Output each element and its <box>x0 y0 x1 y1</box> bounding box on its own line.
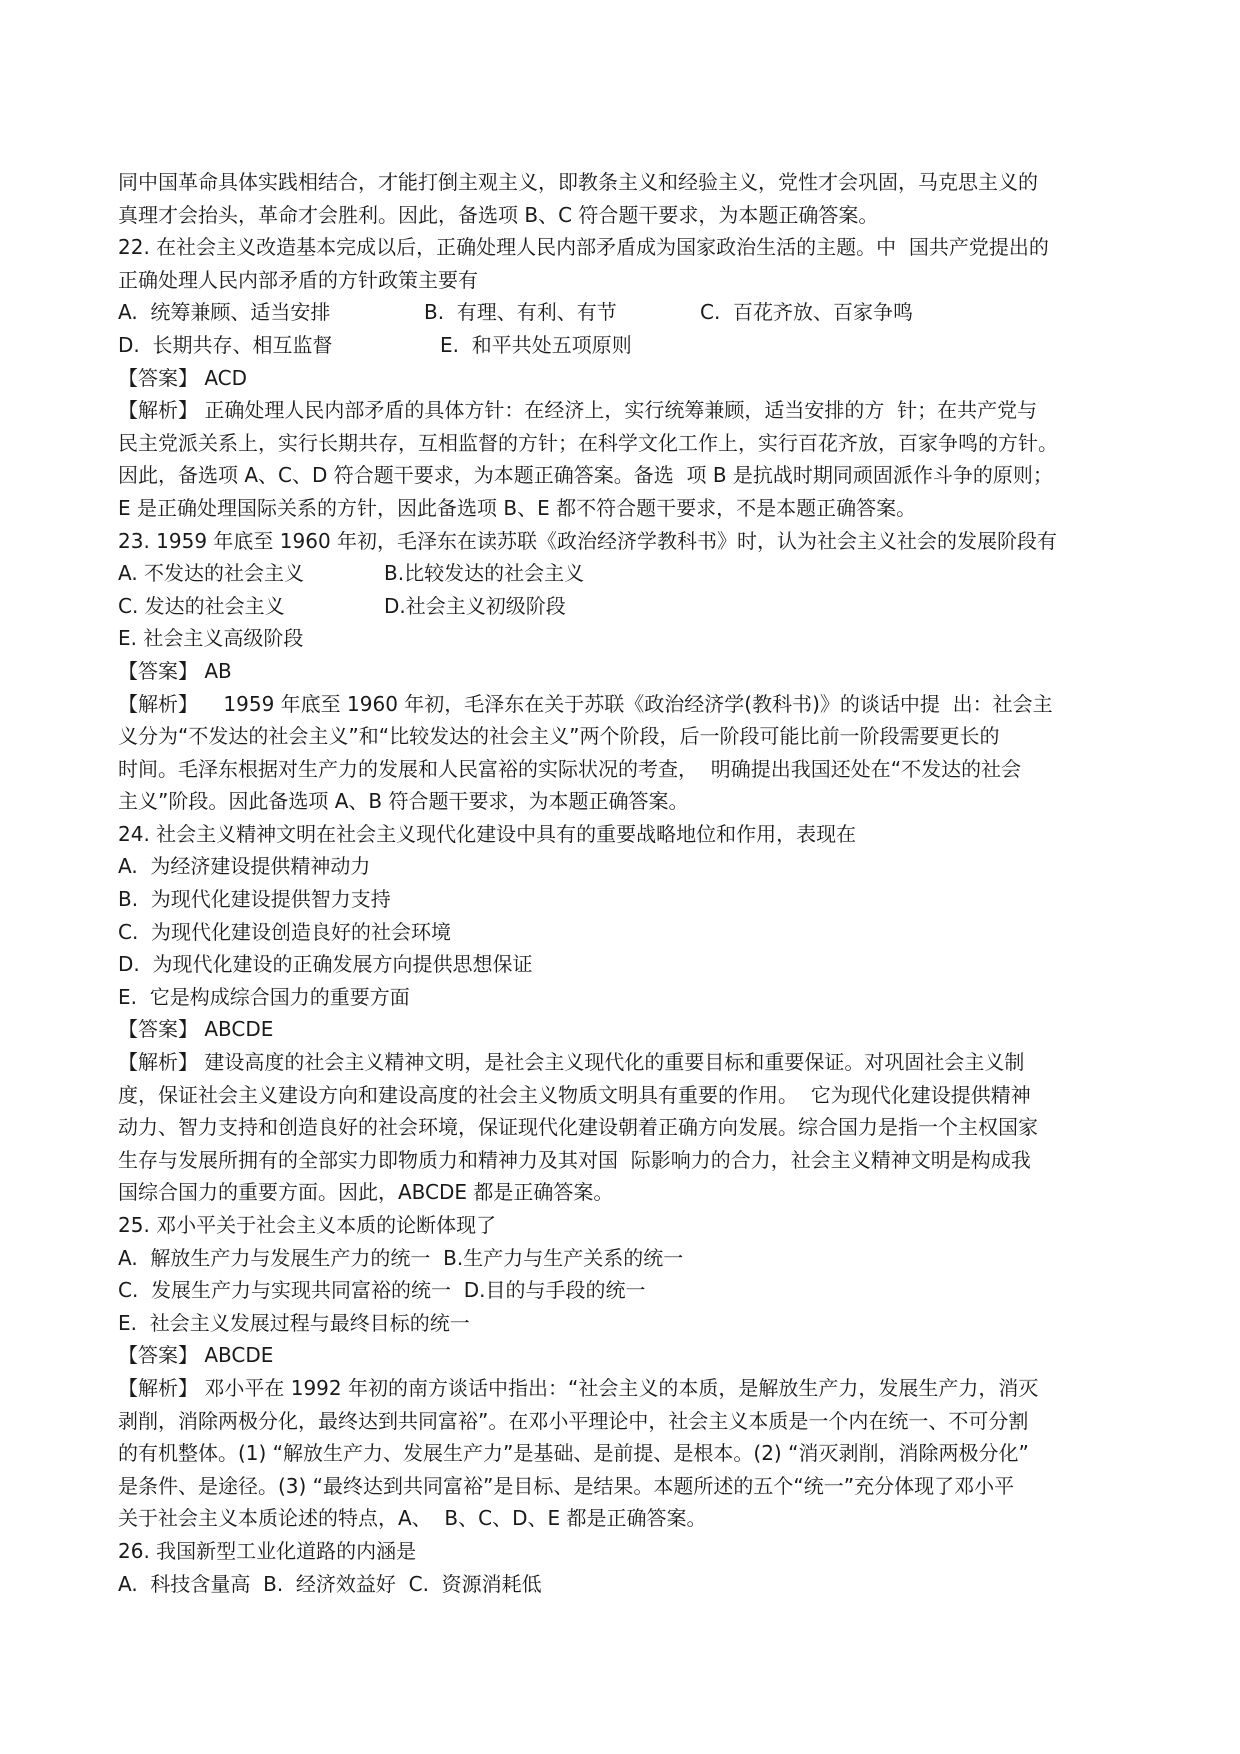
explanation-line: 【解析】 1959 年底至 1960 年初，毛泽东在关于苏联《政治经济学(教科书)》的谈话中提 出：社会主 <box>118 691 1053 716</box>
explanation-line: 关于社会主义本质论述的特点，A、 B、C、D、E 都是正确答案。 <box>118 1506 707 1531</box>
option-row <box>118 557 1128 590</box>
explanation-line: 动力、智力支持和创造良好的社会环境，保证现代化建设朝着正确方向发展。综合国力是指一个主权国家 <box>118 1115 1038 1140</box>
option-row <box>118 590 1128 623</box>
option-a: A. 为经济建设提供精神动力 <box>118 854 371 879</box>
explanation-line: 生存与发展所拥有的全部实力即物质力和精神力及其对国 际影响力的合力，社会主义精神文明是构成我 <box>118 1147 1031 1172</box>
explanation-line: 【解析】 邓小平在 1992 年初的南方谈话中指出：“社会主义的本质，是解放生产力，发展生产力，消灭 <box>118 1375 1039 1400</box>
document-body <box>118 166 1128 1600</box>
explanation-line: 民主党派关系上，实行长期共存，互相监督的方针；在科学文化工作上，实行百花齐放，百家争鸣的方针。 <box>118 430 1058 455</box>
option-e: E. 它是构成综合国力的重要方面 <box>118 984 410 1009</box>
explanation-line: 度，保证社会主义建设方向和建设高度的社会主义物质文明具有重要的作用。 它为现代化建设提供精神 <box>118 1082 1031 1107</box>
question-24 <box>118 818 1128 1209</box>
explanation-line: 因此，备选项 A、C、D 符合题干要求，为本题正确答案。备选 项 B 是抗战时期同顽固派作斗争的原则； <box>118 463 1053 488</box>
option-d: D. 长期共存、相互监督 <box>118 332 333 357</box>
question-stem: 25. 邓小平关于社会主义本质的论断体现了 <box>118 1213 497 1237</box>
explanation-line: 义分为“不发达的社会主义”和“比较发达的社会主义”两个阶段，后一阶段可能比前一阶段需要更长的 <box>118 724 1000 749</box>
option-row-cd: C. 发展生产力与实现共同富裕的统一 D.目的与手段的统一 <box>118 1278 646 1303</box>
question-22 <box>118 231 1128 524</box>
explanation-line: 【解析】 正确处理人民内部矛盾的具体方针：在经济上，实行统筹兼顾，适当安排的方 针；在共产党与 <box>118 398 1038 423</box>
option-b: B. 有理、有利、有节 <box>424 300 617 325</box>
question-23 <box>118 525 1128 818</box>
answer-line: 【答案】 ABCDE <box>118 1343 274 1368</box>
option-b: B.比较发达的社会主义 <box>384 561 585 586</box>
answer-line: 【答案】 AB <box>118 658 232 683</box>
question-26 <box>118 1535 1128 1600</box>
option-row-abc: A. 科技含量高 B. 经济效益好 C. 资源消耗低 <box>118 1571 542 1596</box>
answer-line: 【答案】 ACD <box>118 365 248 390</box>
option-row <box>118 329 1128 362</box>
explanation-line: 是条件、是途径。(3) “最终达到共同富裕”是目标、是结果。本题所述的五个“统一”充分体现了邓小平 <box>118 1473 1015 1498</box>
option-c: C. 发达的社会主义 <box>118 593 285 618</box>
option-row <box>118 296 1128 329</box>
option-a: A. 不发达的社会主义 <box>118 561 305 586</box>
explanation-line: E 是正确处理国际关系的方针，因此备选项 B、E 都不符合题干要求，不是本题正确答案。 <box>118 495 917 520</box>
option-a: A. 统筹兼顾、适当安排 <box>118 300 331 325</box>
option-e: E. 社会主义高级阶段 <box>118 626 304 651</box>
question-stem: 26. 我国新型工业化道路的内涵是 <box>118 1538 417 1563</box>
intro-line: 真理才会抬头，革命才会胜利。因此，备选项 B、C 符合题干要求，为本题正确答案。 <box>118 202 879 227</box>
option-d: D.社会主义初级阶段 <box>384 593 566 618</box>
question-25 <box>118 1209 1128 1535</box>
question-stem: 24. 社会主义精神文明在社会主义现代化建设中具有的重要战略地位和作用，表现在 <box>118 821 857 846</box>
answer-line: 【答案】 ABCDE <box>118 1017 274 1042</box>
explanation-line: 的有机整体。(1) “解放生产力、发展生产力”是基础、是前提、是根本。(2) “消灭剥削，消除两极分化” <box>118 1441 1029 1466</box>
explanation-line: 主义”阶段。因此备选项 A、B 符合题干要求，为本题正确答案。 <box>118 789 689 814</box>
question-stem: 正确处理人民内部矛盾的方针政策主要有 <box>118 267 478 292</box>
explanation-line: 【解析】 建设高度的社会主义精神文明，是社会主义现代化的重要目标和重要保证。对巩固社会主义制 <box>118 1050 1025 1075</box>
question-stem: 23. 1959 年底至 1960 年初，毛泽东在读苏联《政治经济学教科书》时，认为社会主义社会的发展阶段有 <box>118 528 1058 553</box>
option-e: E. 和平共处五项原则 <box>440 332 632 357</box>
question-stem: 22. 在社会主义改造基本完成以后，正确处理人民内部矛盾成为国家政治生活的主题。中 国共产党提出的 <box>118 235 1049 260</box>
option-c: C. 为现代化建设创造良好的社会环境 <box>118 919 452 944</box>
option-c: C. 百花齐放、百家争鸣 <box>700 300 914 325</box>
option-row-ab: A. 解放生产力与发展生产力的统一 B.生产力与生产关系的统一 <box>118 1245 684 1270</box>
explanation-line: 时间。毛泽东根据对生产力的发展和人民富裕的实际状况的考查， 明确提出我国还处在“不发达的社会 <box>118 756 1022 781</box>
explanation-line: 剥削，消除两极分化，最终达到共同富裕”。在邓小平理论中，社会主义本质是一个内在统一、不可分割 <box>118 1408 1029 1433</box>
option-d: D. 为现代化建设的正确发展方向提供思想保证 <box>118 952 533 977</box>
explanation-line: 国综合国力的重要方面。因此，ABCDE 都是正确答案。 <box>118 1180 614 1205</box>
intro-line: 同中国革命具体实践相结合，才能打倒主观主义，即教条主义和经验主义，党性才会巩固，马克思主义的 <box>118 170 1038 194</box>
option-b: B. 为现代化建设提供智力支持 <box>118 887 391 912</box>
option-e: E. 社会主义发展过程与最终目标的统一 <box>118 1310 470 1335</box>
